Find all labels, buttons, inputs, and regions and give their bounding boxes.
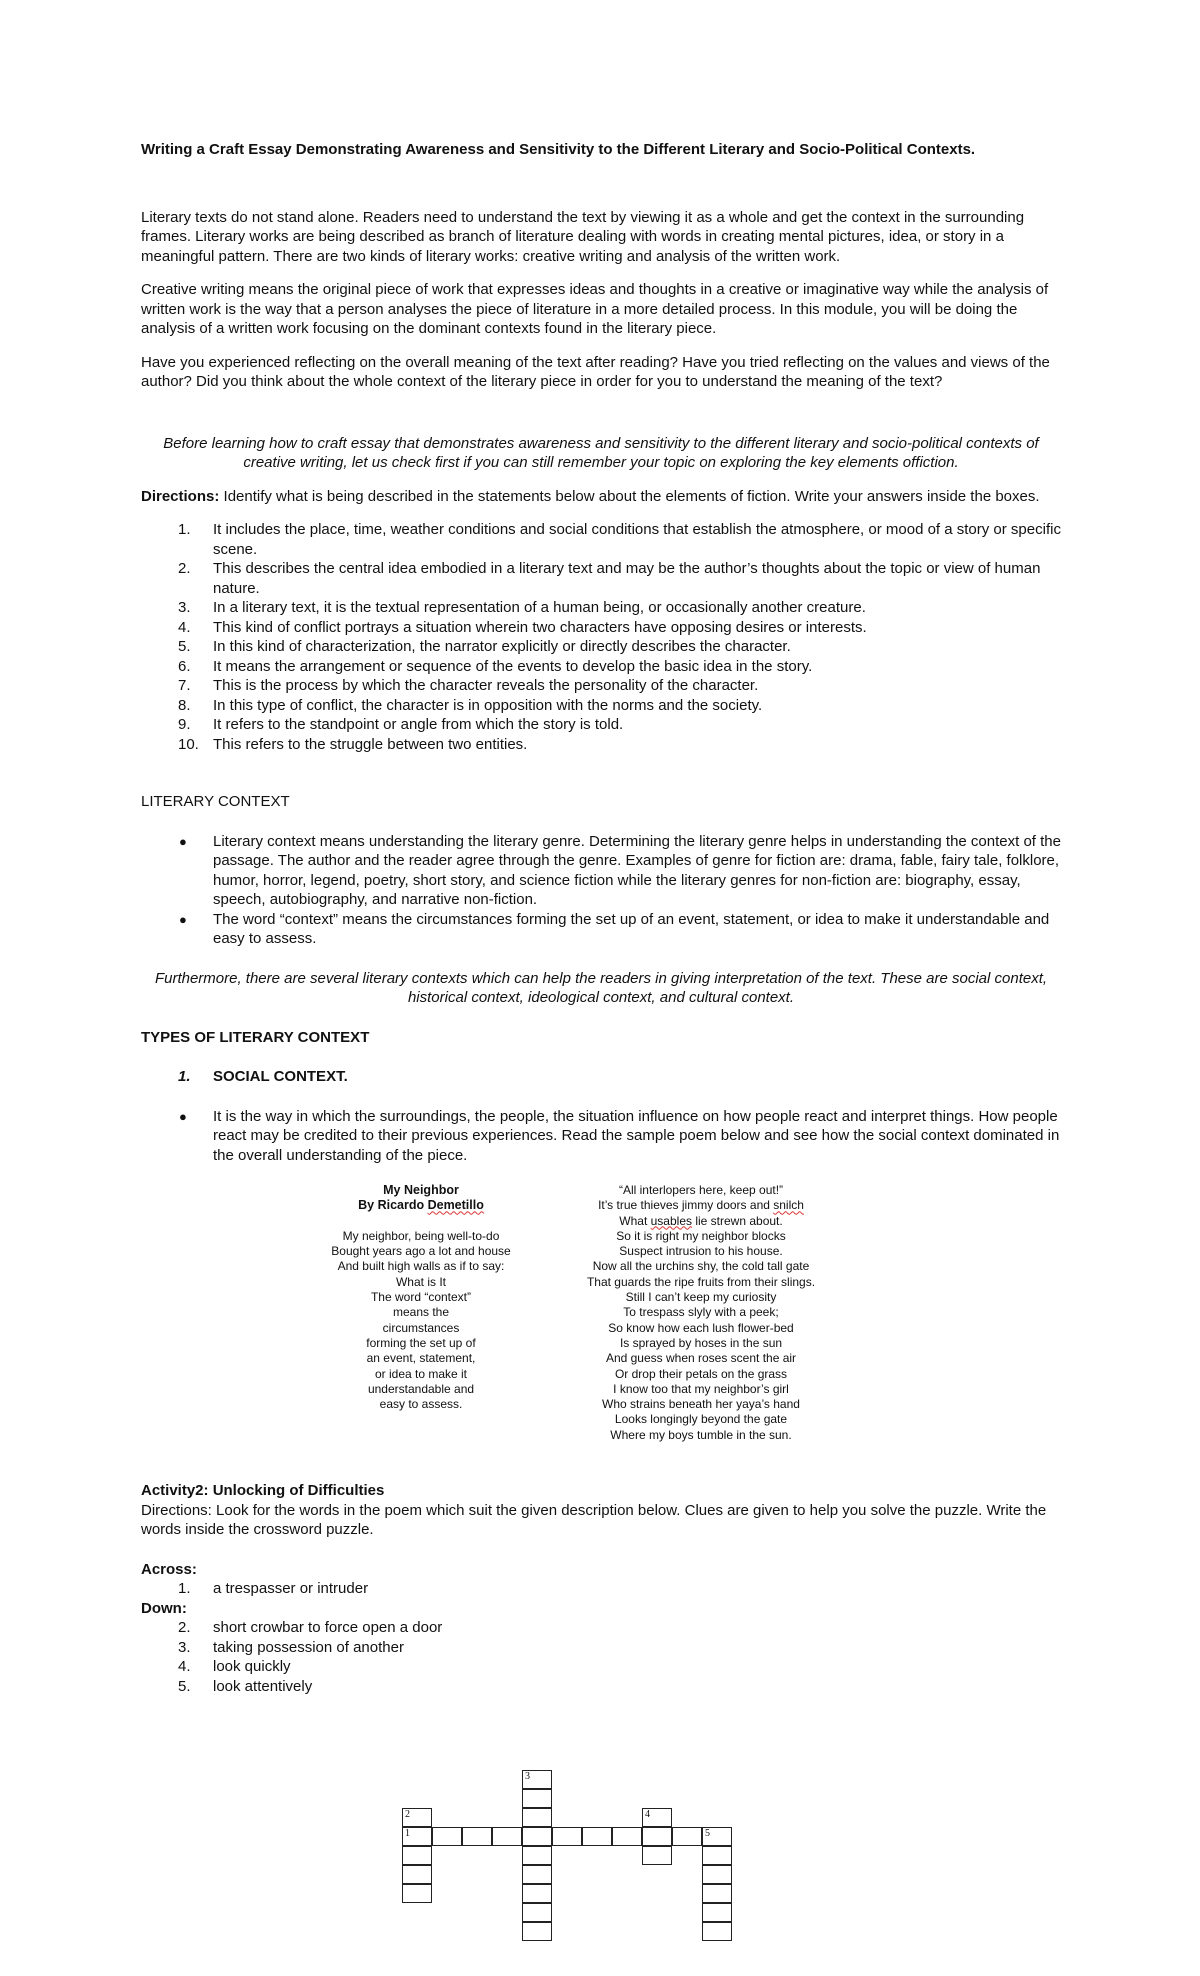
poem-line: understandable and: [367, 1381, 475, 1396]
crossword-cell[interactable]: [522, 1884, 552, 1903]
list-number: 2.: [178, 1619, 191, 1636]
across-label: Across:: [141, 1560, 197, 1578]
poem-line: What usables lie strewn about.: [619, 1213, 783, 1228]
poem-line: or idea to make it: [374, 1366, 468, 1381]
clue-text: a trespasser or intruder: [213, 1580, 369, 1597]
crossword-clue-number: 2: [405, 1809, 410, 1820]
list-text: This is the process by which the character reveals the personality of the character.: [213, 677, 759, 694]
clue-text: look attentively: [213, 1677, 313, 1695]
list-item: [141, 910, 1061, 949]
list-number: 3.: [178, 1638, 191, 1656]
crossword-cell[interactable]: [642, 1827, 672, 1846]
list-item: [141, 1677, 1061, 1697]
list-text: This refers to the struggle between two entities.: [213, 735, 528, 753]
types-list: [141, 1067, 1061, 1087]
social-context-heading: SOCIAL CONTEXT.: [213, 1068, 348, 1085]
crossword-clue-number: 1: [405, 1828, 410, 1839]
list-number: 1.: [178, 521, 191, 538]
list-item: [141, 1657, 1061, 1677]
activity-directions: Directions: Look for the words in the poem which suit the given description below. Clues are given to help you solve the puzzle. Write the words inside the crossword puzzle.: [141, 1501, 1047, 1538]
list-number: 5.: [178, 638, 191, 655]
list-text: It includes the place, time, weather conditions and social conditions that establish the atmosphere, or mood of a story or specific scene.: [213, 521, 1061, 558]
list-number: 4.: [178, 618, 191, 636]
poem-line: Still I can’t keep my curiosity: [625, 1290, 777, 1305]
crossword-cell[interactable]: [522, 1770, 552, 1789]
list-item: [141, 676, 1061, 696]
list-text: This describes the central idea embodied in a literary text and may be the author’s thoughts about the topic or view of human nature.: [213, 560, 1041, 597]
list-item: [141, 1618, 1061, 1638]
crossword-cell[interactable]: [552, 1827, 582, 1846]
crossword-cell[interactable]: [672, 1827, 702, 1846]
poem-line: “All interlopers here, keep out!”: [618, 1183, 784, 1197]
crossword-cell[interactable]: [582, 1827, 612, 1846]
list-text: In this type of conflict, the character is in opposition with the norms and the society.: [213, 696, 763, 714]
bullet-text: It is the way in which the surroundings, the people, the situation influence on how people react and interpret things. How people react may be credited to their previous experiences. Read the sample poem below and see how the social context dominated in the overall understanding of the piece.: [213, 1107, 1060, 1164]
list-item: [141, 618, 1061, 638]
crossword-cell[interactable]: [702, 1903, 732, 1922]
poem-line: Now all the urchins shy, the cold tall gate: [592, 1259, 810, 1274]
crossword-cell[interactable]: [702, 1865, 732, 1884]
list-text: This kind of conflict portrays a situation wherein two characters have opposing desires or interests.: [213, 618, 867, 636]
clue-text: taking possession of another: [213, 1638, 404, 1656]
types-heading: TYPES OF LITERARY CONTEXT: [141, 1028, 370, 1046]
crossword-cell[interactable]: [492, 1827, 522, 1846]
document-title: Writing a Craft Essay Demonstrating Awareness and Sensitivity to the Different Literary and Socio-Political Contexts.: [141, 141, 976, 158]
poem-title: My Neighbor: [383, 1183, 459, 1197]
poem-line: Is sprayed by hoses in the sun: [619, 1335, 783, 1350]
elements-list: [141, 520, 1061, 754]
document-content: [141, 140, 1061, 1696]
crossword-cell[interactable]: [702, 1846, 732, 1865]
directions-label: Directions:: [141, 487, 220, 505]
poem-right-lines: [581, 1183, 821, 1443]
poem-line: forming the set up of: [366, 1335, 476, 1350]
poem-left-lines: [331, 1214, 511, 1413]
spelling-marked-word: snilch: [773, 1198, 804, 1213]
social-context-bullets: [141, 1107, 1061, 1166]
crossword-cell[interactable]: [642, 1846, 672, 1865]
list-number: 9.: [178, 716, 191, 733]
crossword-cell[interactable]: [462, 1827, 492, 1846]
crossword-clue-number: 4: [645, 1809, 650, 1820]
list-number: 1.: [178, 1068, 191, 1085]
list-number: 3.: [178, 599, 191, 616]
list-item: [141, 1107, 1061, 1166]
list-number: 7.: [178, 677, 191, 694]
poem-line: My neighbor, being well-to-do: [342, 1228, 500, 1243]
list-item: [141, 559, 1061, 598]
list-number: 4.: [178, 1658, 191, 1675]
bullet-icon: ●: [179, 1108, 187, 1124]
intro-paragraph-2: Creative writing means the original piece of work that expresses ideas and thoughts in a creative or imaginative way while the analysis of written work is the way that a person analyses the piece of literature in a more detailed process. In this module, you will be doing the analysis of a written work focusing on the dominant contexts found in the literary piece.: [141, 281, 1049, 337]
crossword-cell[interactable]: [522, 1865, 552, 1884]
crossword-clue-number: 3: [525, 1771, 530, 1782]
bullet-text: Literary context means understanding the literary genre. Determining the literary genre helps in understanding the context of the passage. The author and the reader agree through the genre. Examples of genre for fiction are: drama, fable, fairy tale, folklore, humor, horror, legend, poetry, short story, and science fiction while the literary genres for non-fiction are: biography, essay, speech, autobiography, and narrative non-fiction.: [213, 832, 1061, 908]
poem-line: I know too that my neighbor’s girl: [613, 1381, 789, 1396]
list-number: 10.: [178, 735, 199, 753]
literary-context-bullets: [141, 832, 1061, 949]
poem-line: Where my boys tumble in the sun.: [610, 1427, 792, 1442]
list-item: [141, 1638, 1061, 1658]
crossword-cell[interactable]: [612, 1827, 642, 1846]
crossword-clue-number: 5: [705, 1828, 710, 1839]
poem-figure: [141, 1183, 1061, 1451]
crossword-cell[interactable]: [522, 1903, 552, 1922]
list-item: [141, 598, 1061, 618]
intro-paragraph-1: Literary texts do not stand alone. Readers need to understand the text by viewing it as a whole and get the context in the surrounding frames. Literary works are being described as branch of literature dealing with words in creating mental pictures, idea, or story in a meaningful pattern. There are two kinds of literary works: creative writing and analysis of the written work.: [141, 208, 1025, 265]
down-clues: [141, 1618, 1061, 1696]
list-item: [141, 696, 1061, 716]
list-item: [141, 657, 1061, 677]
list-item: [141, 715, 1061, 735]
list-number: 5.: [178, 1677, 191, 1695]
poem-line: circumstances: [382, 1320, 460, 1335]
crossword-cell[interactable]: [402, 1884, 432, 1903]
list-item: [141, 520, 1061, 559]
poem-line: And guess when roses scent the air: [605, 1351, 797, 1366]
list-number: 8.: [178, 696, 191, 714]
crossword-cell[interactable]: [522, 1846, 552, 1865]
list-item: [141, 637, 1061, 657]
poem-left-column: [331, 1183, 511, 1412]
poem-line: Suspect intrusion to his house.: [619, 1244, 783, 1259]
list-number: 6.: [178, 657, 191, 675]
list-item: [141, 1579, 1061, 1599]
list-item: [141, 735, 1061, 755]
poem-line: To trespass slyly with a peek;: [623, 1305, 779, 1320]
directions-paragraph: [141, 487, 1061, 507]
poem-line: The word “context”: [370, 1290, 472, 1305]
across-clues: [141, 1579, 1061, 1599]
list-text: It refers to the standpoint or angle from which the story is told.: [213, 716, 624, 733]
list-text: In a literary text, it is the textual representation of a human being, or occasionally another creature.: [213, 599, 866, 616]
list-item: [141, 832, 1061, 910]
directions-text: Identify what is being described in the statements below about the elements of fiction. Write your answers inside the boxes.: [219, 487, 1040, 505]
list-text: It means the arrangement or sequence of the events to develop the basic idea in the story.: [213, 657, 813, 675]
poem-line: So it is right my neighbor blocks: [616, 1228, 786, 1243]
poem-line: That guards the ripe fruits from their slings.: [586, 1274, 816, 1289]
bullet-icon: ●: [179, 833, 187, 849]
crossword-cell[interactable]: [702, 1922, 732, 1941]
poem-right-column: [581, 1183, 821, 1443]
bullet-text: The word “context” means the circumstances forming the set up of an event, statement, or idea to make it understandable and easy to assess.: [213, 910, 1050, 947]
poem-line: Bought years ago a lot and house: [331, 1244, 511, 1259]
down-label: Down:: [141, 1599, 187, 1617]
crossword-cell[interactable]: [402, 1865, 432, 1884]
crossword-cell[interactable]: [522, 1922, 552, 1941]
crossword-cell[interactable]: [642, 1808, 672, 1827]
poem-line: an event, statement,: [366, 1351, 476, 1366]
poem-line: means the: [392, 1305, 450, 1320]
crossword-cell[interactable]: [522, 1789, 552, 1808]
activity-title: Activity2: Unlocking of Difficulties: [141, 1482, 385, 1499]
bullet-icon: ●: [179, 911, 187, 927]
poem-line: It’s true thieves jimmy doors and snilch: [598, 1198, 804, 1213]
poem-line: And built high walls as if to say:: [337, 1259, 505, 1274]
list-number: 1.: [178, 1580, 191, 1597]
clue-text: look quickly: [213, 1658, 291, 1675]
poem-line: [331, 1214, 511, 1229]
crossword-cell[interactable]: [522, 1827, 552, 1846]
poem-line: Or drop their petals on the grass: [614, 1366, 788, 1381]
crossword-cell[interactable]: [402, 1846, 432, 1865]
crossword-cell[interactable]: [522, 1808, 552, 1827]
poem-author-prefix: By Ricardo: [358, 1198, 428, 1213]
list-item: [141, 1067, 1061, 1087]
poem-line: What is It: [395, 1274, 446, 1289]
poem-line: So know how each lush flower-bed: [608, 1320, 794, 1335]
intro-paragraph-3: Have you experienced reflecting on the overall meaning of the text after reading? Have you tried reflecting on the values and views of the author? Did you think about the whole context of the literary piece in order for you to understand the meaning of the text?: [141, 353, 1050, 390]
crossword-cell[interactable]: [402, 1808, 432, 1827]
poem-line: Looks longingly beyond the gate: [614, 1412, 788, 1427]
crossword-cell[interactable]: [702, 1827, 732, 1846]
spelling-marked-word: usables: [650, 1213, 692, 1228]
clue-text: short crowbar to force open a door: [213, 1619, 443, 1636]
poem-line: Who strains beneath her yaya’s hand: [602, 1397, 800, 1412]
crossword-cell[interactable]: [702, 1884, 732, 1903]
poem-author-name: Demetillo: [427, 1198, 484, 1213]
before-learning-note: Before learning how to craft essay that demonstrates awareness and sensitivity to the different literary and socio-political contexts of creative writing, let us check first if you can still remember your topic on exploring the key elements offiction.: [163, 434, 1039, 471]
literary-context-heading: LITERARY CONTEXT: [141, 793, 290, 810]
list-number: 2.: [178, 560, 191, 577]
poem-line: easy to assess.: [379, 1397, 463, 1412]
poem-author: [331, 1198, 511, 1213]
crossword-cell[interactable]: [402, 1827, 432, 1846]
furthermore-note: Furthermore, there are several literary contexts which can help the readers in giving interpretation of the text. These are social context, historical context, ideological context, and cultural context.: [154, 969, 1048, 1006]
crossword-cell[interactable]: [432, 1827, 462, 1846]
list-text: In this kind of characterization, the narrator explicitly or directly describes the character.: [213, 638, 791, 655]
